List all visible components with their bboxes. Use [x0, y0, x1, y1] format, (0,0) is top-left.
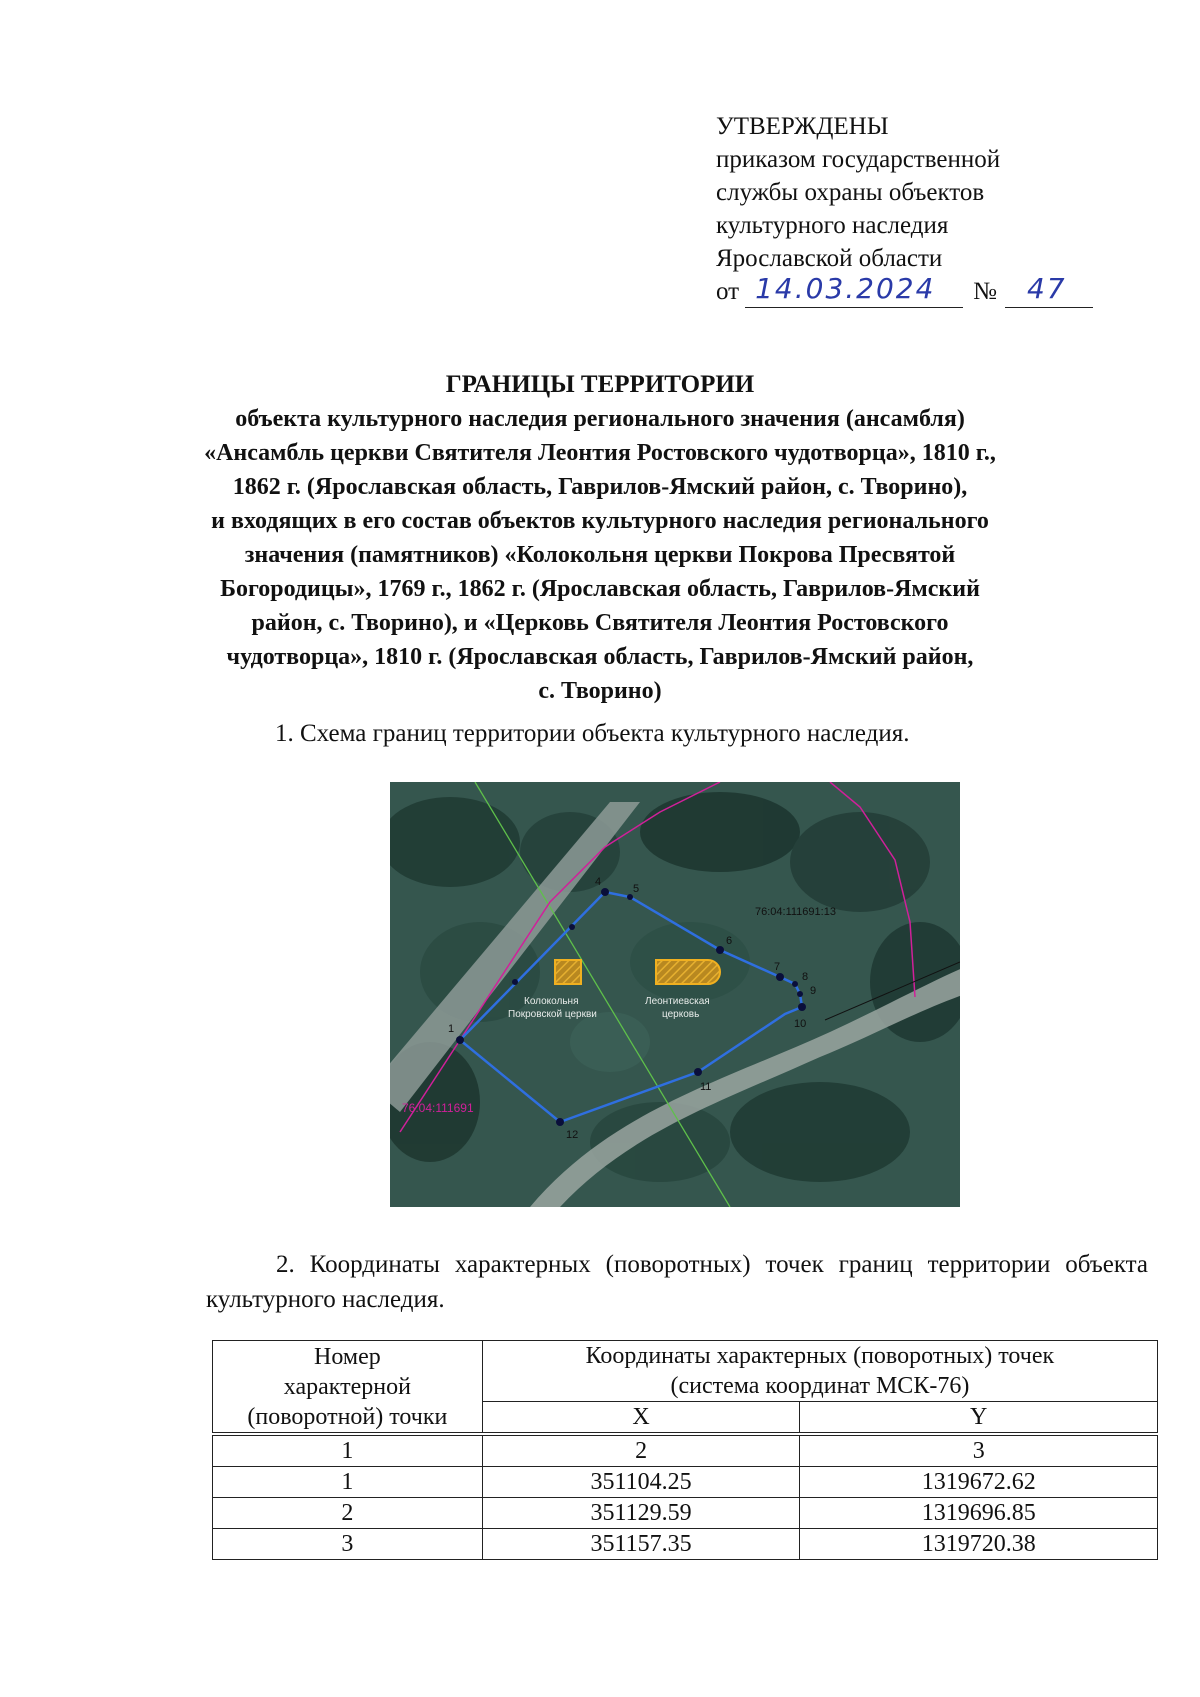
title-line: район, с. Творино), и «Церковь Святителя Леонтия Ростовского: [251, 610, 949, 636]
table-cell: 1319696.85: [800, 1498, 1158, 1529]
point-label: 1: [448, 1023, 455, 1035]
table-cell: 1319672.62: [800, 1467, 1158, 1498]
table-cell: 3: [800, 1434, 1158, 1467]
point-label: 8: [802, 971, 809, 983]
section-1-heading: 1. Схема границ территории объекта культурного наследия.: [275, 720, 910, 747]
approval-line: приказом государственной: [716, 146, 1001, 173]
table-cell: 1: [213, 1434, 483, 1467]
title-line: с. Творино): [538, 678, 662, 704]
approval-block: [716, 110, 1116, 308]
table-cell: 1319720.38: [800, 1529, 1158, 1560]
approval-line: культурного наследия: [716, 212, 949, 239]
bell-tower-label: Колокольня: [524, 996, 579, 1007]
handwritten-number: 47: [1026, 272, 1067, 305]
point-label: 12: [566, 1129, 579, 1141]
point-label: 10: [794, 1018, 807, 1030]
number-prefix: №: [973, 278, 997, 305]
header-x: X: [482, 1402, 800, 1435]
title-main: ГРАНИЦЫ ТЕРРИТОРИИ: [445, 371, 755, 398]
parcel-label: 76:04:111691:13: [755, 906, 836, 918]
point-label: 6: [726, 935, 733, 947]
point-label: 11: [700, 1081, 712, 1093]
header-text: Координаты характерных (поворотных) точек: [585, 1343, 1055, 1369]
table-cell: 351104.25: [482, 1467, 800, 1498]
document-title: [190, 368, 1010, 708]
title-line: чудотворца», 1810 г. (Ярославская область, Гаврилов-Ямский район,: [226, 644, 974, 670]
table-row: [213, 1467, 1158, 1498]
table-cell: 2: [482, 1434, 800, 1467]
header-text: Номер: [314, 1343, 381, 1370]
bell-tower-label: Покровской церкви: [508, 1009, 597, 1020]
number-field: [1005, 272, 1093, 308]
title-line: «Ансамбль церкви Святителя Леонтия Ростовского чудотворца», 1810 г.,: [204, 440, 996, 466]
parcel-label: 76:04:111691: [402, 1101, 474, 1115]
table-cell: 351157.35: [482, 1529, 800, 1560]
header-text: (поворотной) точки: [247, 1403, 448, 1430]
church-label: Леонтиевская: [645, 996, 710, 1007]
title-line: Богородицы», 1769 г., 1862 г. (Ярославская область, Гаврилов-Ямский: [220, 576, 980, 602]
point-label: 4: [595, 876, 602, 888]
title-line: объекта культурного наследия регионального значения (ансамбля): [235, 406, 965, 432]
point-label: 7: [774, 961, 781, 973]
table-row: [213, 1529, 1158, 1560]
church-label: церковь: [662, 1009, 700, 1020]
date-field: [745, 272, 963, 308]
header-point-number: [213, 1341, 483, 1435]
header-text: (система координат МСК-76): [670, 1373, 970, 1399]
title-line: значения (памятников) «Колокольня церкви Покрова Пресвятой: [244, 542, 956, 568]
coordinates-table: [212, 1340, 1158, 1560]
title-line: 1862 г. (Ярославская область, Гаврилов-Ямский район, с. Творино),: [232, 474, 968, 500]
table-cell: 351129.59: [482, 1498, 800, 1529]
header-text: характерной: [283, 1373, 411, 1400]
boundary-map: [390, 782, 960, 1207]
approval-heading: УТВЕРЖДЕНЫ: [716, 113, 889, 140]
title-line: и входящих в его состав объектов культурного наследия регионального: [211, 508, 989, 534]
table-header-row: [213, 1341, 1158, 1402]
table-cell: 1: [213, 1467, 483, 1498]
church-footprint: [656, 960, 720, 984]
boundary-map-svg: [390, 782, 960, 1207]
table-cell: 2: [213, 1498, 483, 1529]
date-prefix: от: [716, 278, 740, 305]
bell-tower-footprint: [555, 960, 581, 984]
section-2-heading: 2. Координаты характерных (поворотных) точек границ территории объекта культурного наследия.: [206, 1251, 1148, 1313]
approval-line: Ярославской области: [716, 245, 943, 272]
point-label: 9: [810, 985, 817, 997]
table-numbering-row: [213, 1434, 1158, 1467]
header-y: Y: [800, 1402, 1158, 1435]
table-cell: 3: [213, 1529, 483, 1560]
table-row: [213, 1498, 1158, 1529]
point-label: 5: [633, 883, 640, 895]
approval-line: службы охраны объектов: [716, 179, 985, 206]
handwritten-date: 14.03.2024: [755, 272, 936, 305]
approval-date-number-row: [716, 272, 1116, 308]
header-coordinates: [482, 1341, 1157, 1402]
